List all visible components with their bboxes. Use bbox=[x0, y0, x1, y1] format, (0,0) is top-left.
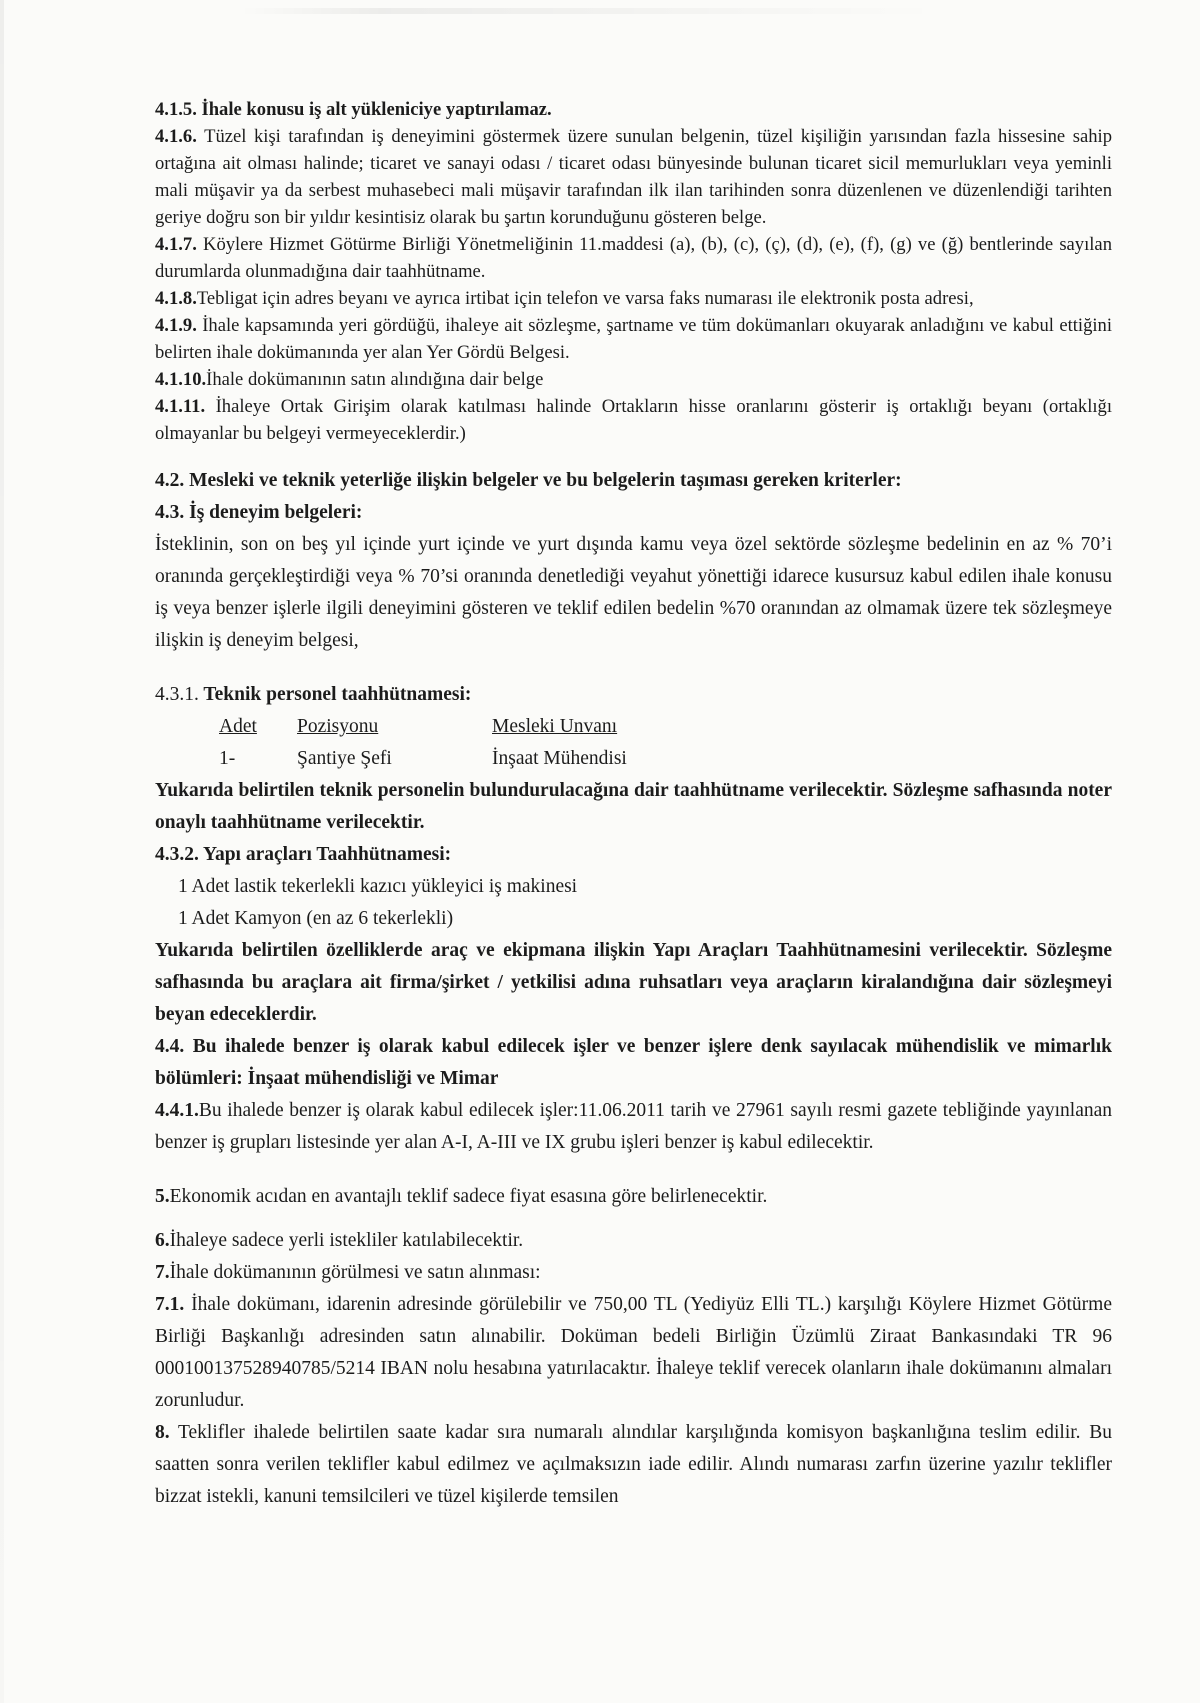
para-4-3-1-bold: Yukarıda belirtilen teknik personelin bulundurulacağına dair taahhütname verilecektir. Sözleşme safhasında noter onaylı taahhütname verilecektir. bbox=[155, 780, 1112, 833]
scan-edge-shadow bbox=[240, 8, 940, 14]
heading-4-3-2: 4.3.2. Yapı araçları Taahhütnamesi: bbox=[155, 844, 452, 865]
para-4-1-11: 4.1.11. İhaleye Ortak Girişim olarak katılması halinde Ortakların hisse oranlarını gösterir iş ortaklığı beyanı (ortaklığı olmayanlar bu belgeyi vermeyeceklerdir.) bbox=[155, 396, 1112, 444]
col-header-pozisyonu: Pozisyonu bbox=[297, 716, 379, 737]
col-header-adet: Adet bbox=[219, 716, 257, 737]
para-8: 8. Teklifler ihalede belirtilen saate kadar sıra numaralı alındılar karşılığında komisyon başkanlığına teslim edilir. Bu saatten sonra verilen teklifler kabul edilmez ve açılmaksızın iade edilir. Alındı numarası zarfın üzerine yazılır teklifler bizzat istekli, kanuni temsilcileri ve tüzel kişilerde temsilen bbox=[155, 1422, 1112, 1507]
para-4-1-6: 4.1.6. Tüzel kişi tarafından iş deneyimini göstermek üzere sunulan belgenin, tüzel kişiliğin yarısından fazla hissesine sahip ortağına ait olması halinde; ticaret ve sanayi odası / ticaret odası bünyesinde bulunan ticaret sicil memurlukları veya yeminli mali müşavir ya da serbest muhasebeci mali müşavir tarafından ilk ilan tarihinden sonra düzenlenen ve düzenlendiği tarihten geriye doğru son bir yıldır kesintisiz olarak bu şartın korunduğunu gösteren belge. bbox=[155, 126, 1112, 228]
para-4-1-8: 4.1.8.Tebligat için adres beyanı ve ayrıca irtibat için telefon ve varsa faks numarası ile elektronik posta adresi, bbox=[155, 288, 974, 309]
para-6: 6.İhaleye sadece yerli istekliler katılabilecektir. bbox=[155, 1230, 524, 1251]
para-4-3-2-bold: Yukarıda belirtilen özelliklerde araç ve ekipmana ilişkin Yapı Araçları Taahhütnamesini verilecektir. Sözleşme safhasında bu araçlara ait firma/şirket / yetkilisi adına ruhsatları veya araçların kiralandığına dair sözleşmeyi beyan edeceklerdir. bbox=[155, 940, 1112, 1025]
section-4-2-4-3 bbox=[155, 465, 1112, 657]
section-5-8 bbox=[155, 1181, 1112, 1513]
para-4-1-7: 4.1.7. Köylere Hizmet Götürme Birliği Yönetmeliğinin 11.maddesi (a), (b), (c), (ç), (d), (e), (f), (g) ve (ğ) bentlerinde sayılan durumlarda olunmadığına dair taahhütname. bbox=[155, 234, 1112, 282]
heading-4-2: 4.2. Mesleki ve teknik yeterliğe ilişkin belgeler ve bu belgelerin taşıması gereken kriterler: bbox=[155, 470, 902, 491]
heading-4-3: 4.3. İş deneyim belgeleri: bbox=[155, 502, 363, 523]
vehicle-item-1: 1 Adet lastik tekerlekli kazıcı yükleyici iş makinesi bbox=[178, 876, 578, 897]
para-4-1-5: 4.1.5. İhale konusu iş alt yükleniciye yaptırılamaz. bbox=[155, 99, 552, 120]
col-header-mesleki-unvani: Mesleki Unvanı bbox=[492, 716, 618, 737]
heading-4-4: 4.4. Bu ihalede benzer iş olarak kabul edilecek işler ve benzer işlere denk sayılacak mühendislik ve mimarlık bölümleri: İnşaat mühendisliği ve Mimar bbox=[155, 1036, 1112, 1089]
para-5: 5.Ekonomik acıdan en avantajlı teklif sadece fiyat esasına göre belirlenecektir. bbox=[155, 1186, 768, 1207]
para-4-1-9: 4.1.9. İhale kapsamında yeri gördüğü, ihaleye ait sözleşme, şartname ve tüm dokümanları okuyarak anladığını ve kabul ettiğini belirten ihale dokümanında yer alan Yer Gördü Belgesi. bbox=[155, 315, 1112, 363]
section-4-3-1 bbox=[155, 679, 1112, 1159]
personnel-table-header-underline bbox=[219, 711, 617, 743]
para-4-1-10: 4.1.10.İhale dokümanının satın alındığına dair belge bbox=[155, 369, 544, 390]
personnel-table-row bbox=[219, 743, 1112, 775]
cell-pozisyonu: Şantiye Şefi bbox=[297, 748, 392, 769]
para-7-1: 7.1. İhale dokümanı, idarenin adresinde görülebilir ve 750,00 TL (Yediyüz Elli TL.) karşılığı Köylere Hizmet Götürme Birliği Başkanlığı adresinden satın alınabilir. Doküman bedeli Birliğin Üzümlü Ziraat Bankasındaki TR 96 000100137528940785/5214 IBAN nolu hesabına yatırılacaktır. İhaleye teklif verecek olanların ihale dokümanını almaları zorunludur. bbox=[155, 1294, 1112, 1411]
section-4-1-items bbox=[155, 96, 1112, 447]
para-4-3: İsteklinin, son on beş yıl içinde yurt içinde ve yurt dışında kamu veya özel sektörde sözleşme bedelinin en az % 70’i oranında gerçekleştirdiği veya % 70’si oranında denetlediği veyahut yönettiği idarece kusursuz kabul edilen ihale konusu iş veya benzer işlerle ilgili deneyimini gösteren ve teklif edilen bedelin %70 oranından az olmamak üzere tek sözleşmeye ilişkin iş deneyim belgesi, bbox=[155, 534, 1112, 651]
vehicle-item-2: 1 Adet Kamyon (en az 6 tekerlekli) bbox=[178, 908, 454, 929]
scan-edge-left bbox=[0, 0, 4, 1703]
personnel-table bbox=[219, 711, 1112, 775]
cell-adet: 1- bbox=[219, 748, 236, 769]
heading-4-3-1: 4.3.1. Teknik personel taahhütnamesi: bbox=[155, 684, 472, 705]
cell-mesleki-unvani: İnşaat Mühendisi bbox=[492, 748, 627, 769]
personnel-table-header bbox=[219, 711, 1112, 743]
para-4-4-1: 4.4.1.Bu ihalede benzer iş olarak kabul edilecek işler:11.06.2011 tarih ve 27961 sayılı resmi gazete tebliğinde yayınlanan benzer iş grupları listesinde yer alan A-I, A-III ve IX grubu işleri benzer iş kabul edilecektir. bbox=[155, 1100, 1112, 1153]
para-7: 7.İhale dokümanının görülmesi ve satın alınması: bbox=[155, 1262, 541, 1283]
